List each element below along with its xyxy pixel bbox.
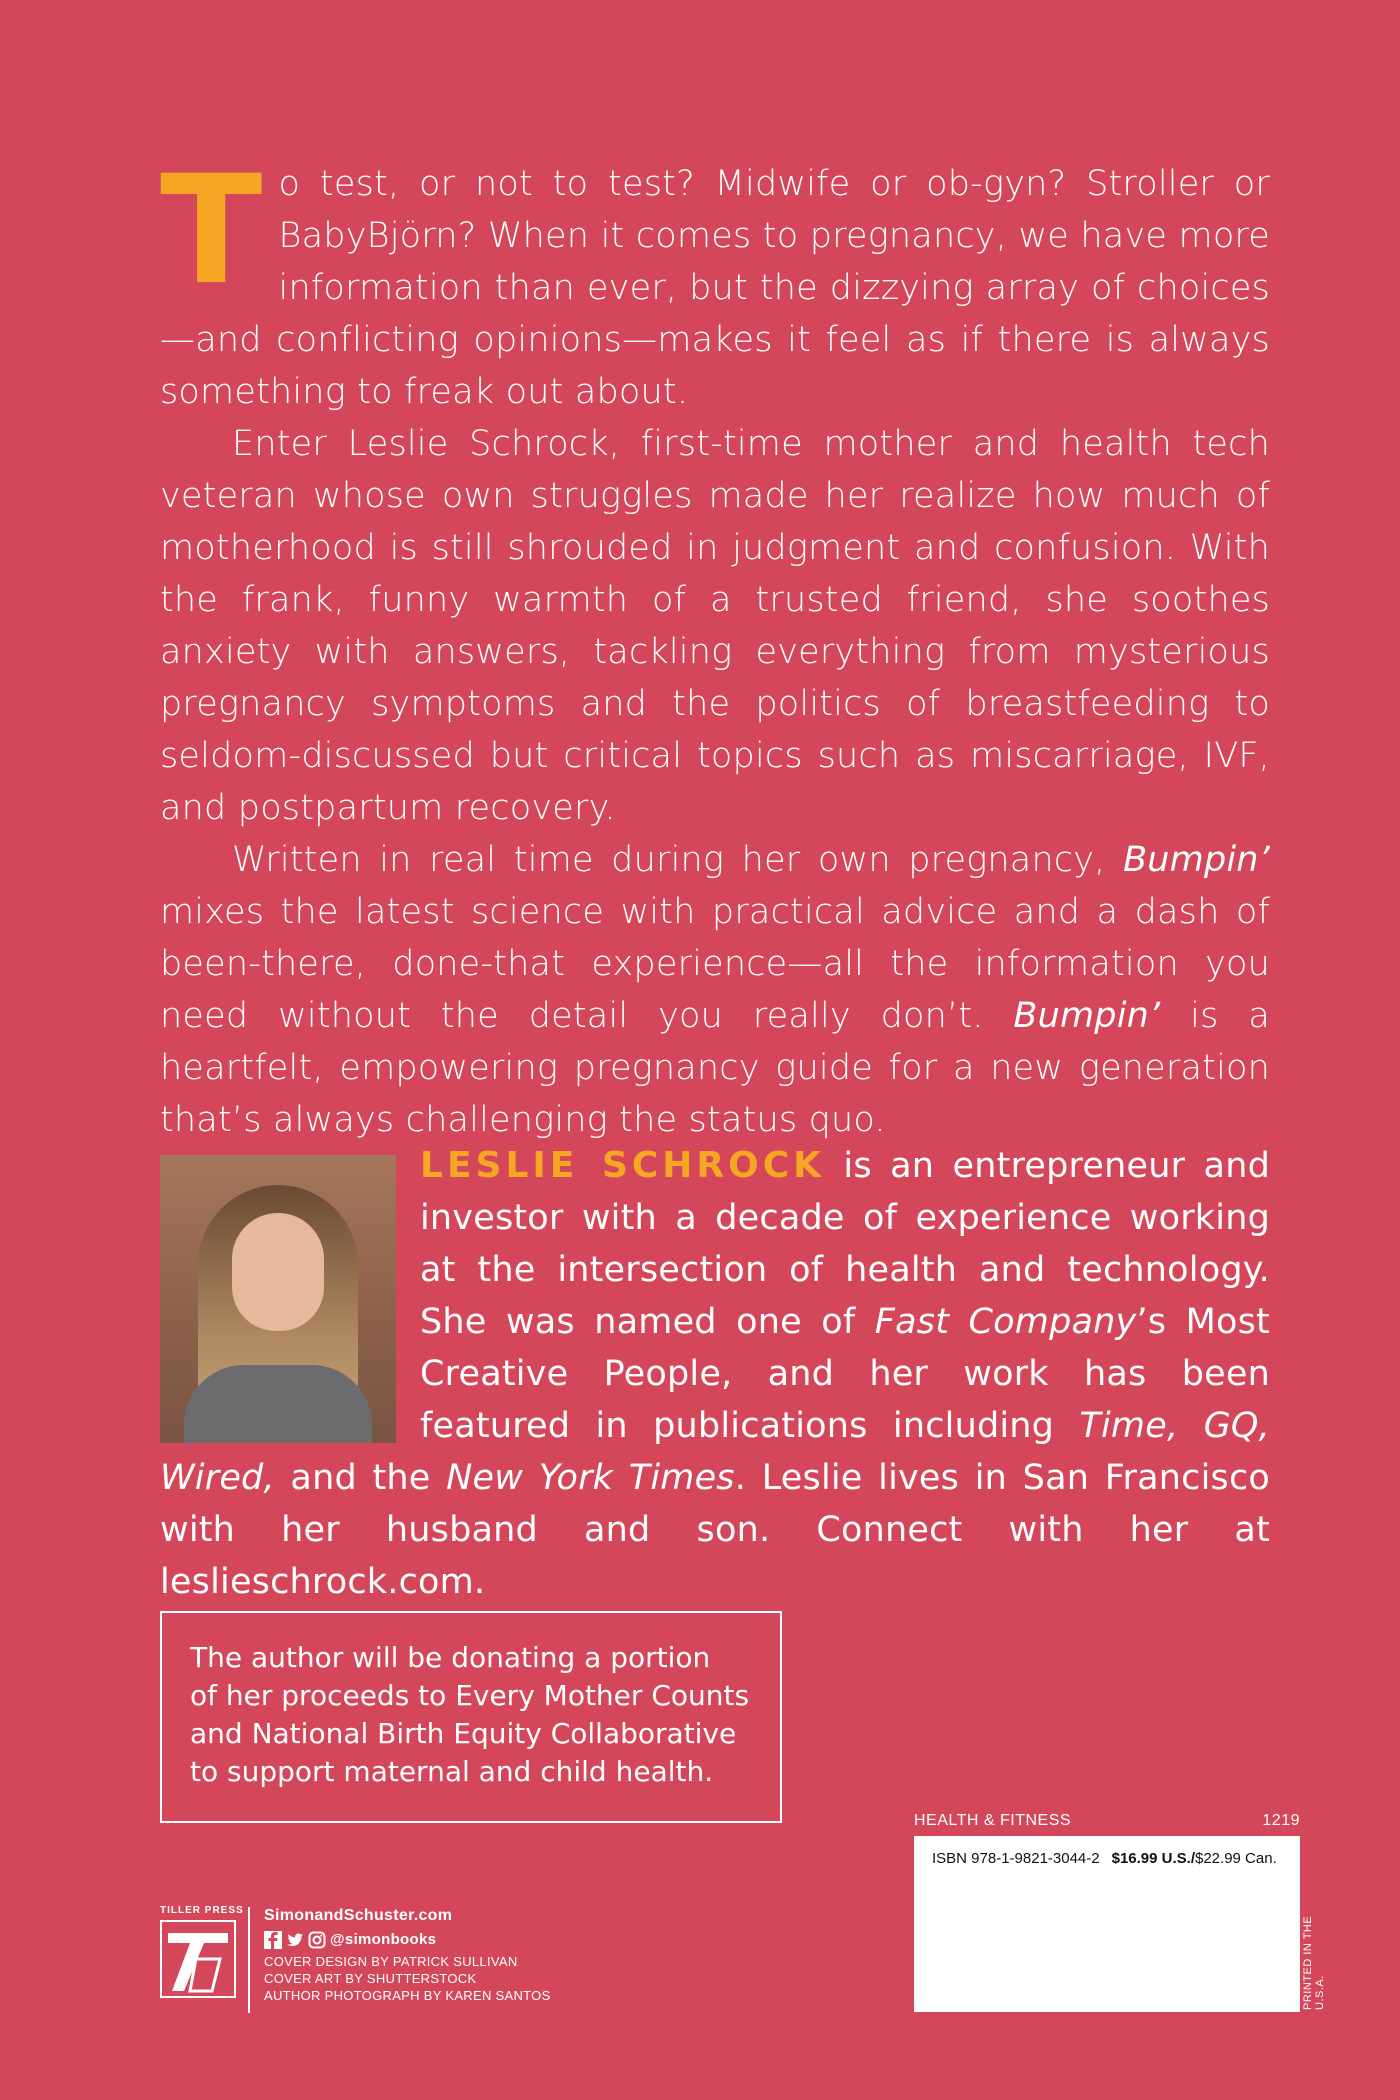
facebook-icon[interactable] (264, 1931, 282, 1949)
price-can: $22.99 Can. (1195, 1850, 1277, 1867)
credit-line: COVER ART BY SHUTTERSTOCK (264, 1971, 477, 1986)
instagram-icon[interactable] (308, 1931, 326, 1949)
credit-line: AUTHOR PHOTOGRAPH BY KAREN SANTOS (264, 1988, 551, 2003)
publication-name: New York Times (446, 1458, 735, 1498)
donation-note-line: and National Birth Equity Collaborative (190, 1717, 737, 1750)
donation-note-line: to support maternal and child health. (190, 1755, 714, 1788)
author-bio (160, 1140, 1270, 1608)
category-code: 1219 (1262, 1812, 1300, 1829)
paragraph-3-text-c: is a heartfelt, empowering pregnancy guide for a new generation that’s always challenging the status quo. (160, 996, 1270, 1140)
author-photo-shirt (184, 1365, 372, 1443)
paragraph-3 (160, 834, 1270, 1146)
category-row (914, 1812, 1300, 1830)
price-us: $16.99 U.S./ (1111, 1850, 1195, 1867)
twitter-icon[interactable] (286, 1931, 304, 1949)
donation-note-line: of her proceeds to Every Mother Counts (190, 1679, 750, 1712)
imprint-name: TILLER PRESS (160, 1905, 244, 1916)
publication-names: Time, GQ, Wired, (160, 1406, 1270, 1498)
price (1112, 1850, 1277, 1998)
barcode-area (914, 1812, 1300, 2012)
social-handle[interactable]: @simonbooks (330, 1931, 437, 1948)
credit-line: COVER DESIGN BY PATRICK SULLIVAN (264, 1954, 518, 1969)
publisher-block (160, 1905, 580, 2015)
printed-in-label: PRINTED IN THE U.S.A. (1302, 1915, 1326, 2010)
publisher-text (264, 1905, 551, 2004)
book-title-italic: Bumpin’ (1123, 840, 1270, 880)
tiller-press-logo-icon (160, 1919, 236, 1999)
publication-name: Fast Company (874, 1302, 1137, 1342)
isbn: ISBN 978-1-9821-3044-2 (932, 1850, 1100, 1867)
book-title-italic: Bumpin’ (1013, 996, 1161, 1036)
paragraph-2: Enter Leslie Schrock, first-time mother and health tech veteran whose own struggles made her realize how much of motherhood is still shrouded in judgment and confusion. With the frank, funny warmth of a trusted friend, she soothes anxiety with answers, tackling everything from mysterious pregnancy symptoms and the politics of breastfeeding to seldom-discussed but critical topics such as miscarriage, IVF, and postpartum recovery. (160, 424, 1270, 828)
author-name: LESLIE SCHROCK (420, 1145, 826, 1186)
paragraph-1-text: o test, or not to test? Midwife or ob-gyn? Stroller or BabyBjörn? When it comes to pregnancy, we have more information than ever, but the dizzying array of choices—and conflicting opinions—makes it feel as if there is always something to freak out about. (160, 164, 1270, 412)
author-photo-face (232, 1213, 324, 1331)
author-bio-text-d: . Leslie lives in San Francisco with her husband and son. Connect with her at leslieschrock.com. (160, 1458, 1270, 1602)
author-bio-text-c: and the (274, 1458, 447, 1498)
barcode-box (914, 1836, 1300, 2012)
publisher-website-link[interactable]: SimonandSchuster.com (264, 1907, 453, 1924)
author-photo (160, 1155, 396, 1443)
category-label: HEALTH & FITNESS (914, 1812, 1072, 1829)
donation-note (160, 1611, 782, 1823)
paragraph-3-text-b: mixes the latest science with practical advice and a dash of been-there, done-that experience—all the information you need without the detail you really don’t. (160, 892, 1270, 1036)
author-bio-text-a: is an entrepreneur and investor with a decade of experience working at the intersection of health and technology. She was named one of (420, 1146, 1270, 1342)
author-bio-text-b: ’s Most Creative People, and her work has been featured in publications including (420, 1302, 1270, 1446)
donation-note-line: The author will be donating a portion (190, 1641, 711, 1674)
book-description (160, 144, 1270, 1146)
paragraph-3-text-a: Written in real time during her own pregnancy, (232, 840, 1124, 880)
publisher-divider (248, 1907, 250, 2013)
paragraph-1 (160, 144, 1270, 418)
social-row (264, 1927, 551, 1953)
drop-cap: T (160, 144, 263, 318)
